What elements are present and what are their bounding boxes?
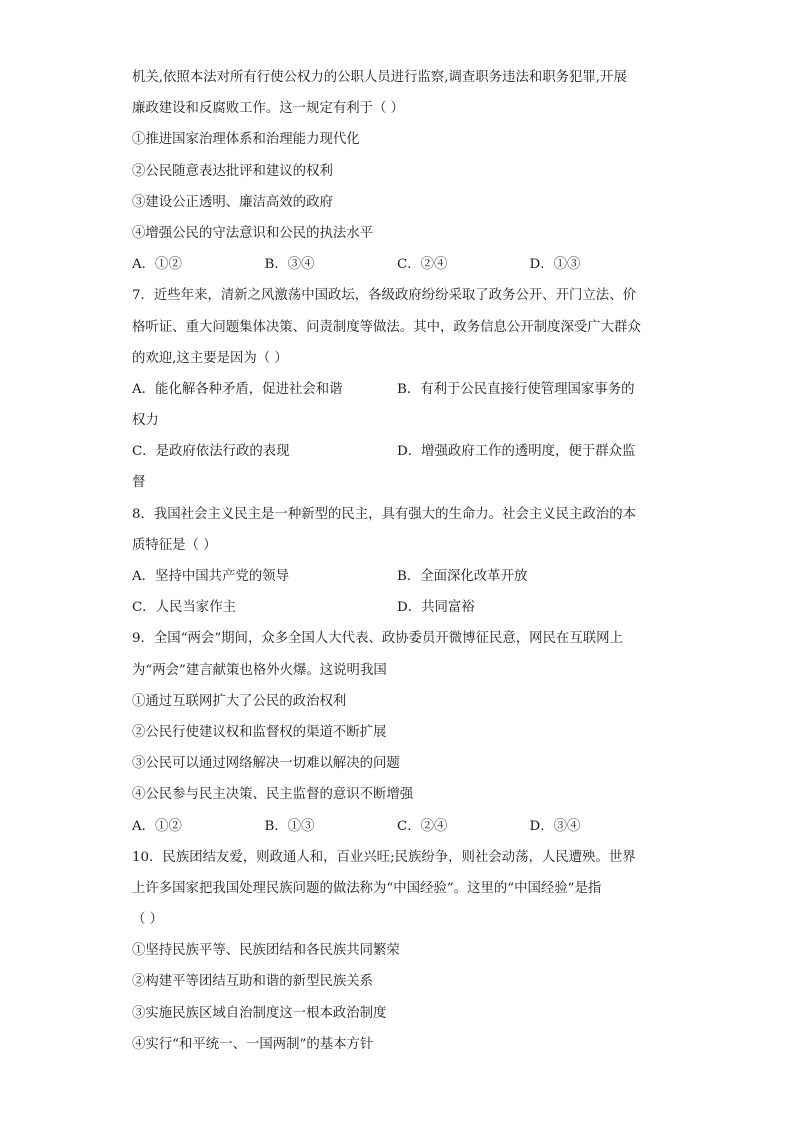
q8-option-a[interactable]: A．坚持中国共产党的领导 bbox=[132, 569, 289, 584]
q7-stem-line3: 的欢迎,这主要是因为（ ） bbox=[132, 350, 288, 366]
q6-stem-line2: 廉政建设和反腐败工作。这一规定有利于（ ） bbox=[132, 101, 405, 117]
q7-options-row2 bbox=[132, 436, 662, 467]
q8-options-row1 bbox=[132, 561, 662, 592]
q6-item-3: ③建设公正透明、廉洁高效的政府 bbox=[132, 194, 333, 210]
q8-stem-line2: 质特征是（ ） bbox=[132, 537, 217, 553]
q6-options bbox=[132, 249, 662, 280]
q8-option-c[interactable]: C．人民当家作主 bbox=[132, 600, 236, 616]
q10-stem-line3: （ ） bbox=[132, 912, 164, 928]
q10-item-1: ①坚持民族平等、民族团结和各民族共同繁荣 bbox=[132, 943, 400, 959]
q10-item-3: ③实施民族区域自治制度这一根本政治制度 bbox=[132, 1005, 387, 1021]
q6-option-a[interactable]: A．①② bbox=[132, 257, 182, 273]
q7-option-c[interactable]: C．是政府依法行政的表现 bbox=[132, 444, 290, 460]
q10-stem-line2: 上许多国家把我国处理民族问题的做法称为“中国经验”。这里的“中国经验”是指 bbox=[132, 880, 602, 896]
q9-stem-line1: 9．全国“两会”期间，众多全国人大代表、政协委员开微博征民意，网民在互联网上 bbox=[132, 631, 623, 647]
q10-item-2: ②构建平等团结互助和谐的新型民族关系 bbox=[132, 974, 374, 990]
q8-option-d[interactable]: D．共同富裕 bbox=[397, 600, 475, 616]
q9-options bbox=[132, 811, 662, 842]
q7-stem-line2: 格听证、重大问题集体决策、问责制度等做法。其中，政务信息公开制度深受广大群众 bbox=[132, 319, 641, 335]
q8-option-b[interactable]: B．全面深化改革开放 bbox=[397, 569, 528, 584]
q7-option-b-continued: 权力 bbox=[132, 413, 159, 429]
q6-option-d[interactable]: D．①③ bbox=[529, 257, 581, 273]
q7-stem-line1: 7．近些年来，清新之风激荡中国政坛，各级政府纷纷采取了政务公开、开门立法、价 bbox=[132, 288, 636, 304]
q6-option-c[interactable]: C．②④ bbox=[397, 257, 448, 273]
q7-option-d-continued: 督 bbox=[132, 475, 146, 491]
q9-option-d[interactable]: D．③④ bbox=[529, 818, 581, 834]
q9-item-1: ①通过互联网扩大了公民的政治权利 bbox=[132, 693, 347, 709]
exam-page bbox=[132, 62, 662, 1060]
q9-item-2: ②公民行使建议权和监督权的渠道不断扩展 bbox=[132, 724, 387, 740]
q8-options-row2 bbox=[132, 592, 662, 623]
q10-item-4: ④实行“和平统一、一国两制”的基本方针 bbox=[132, 1036, 374, 1052]
q7-option-a[interactable]: A．能化解各种矛盾，促进社会和谐 bbox=[132, 381, 343, 397]
q7-option-b[interactable]: B．有利于公民直接行使管理国家事务的 bbox=[397, 381, 635, 397]
q6-option-b[interactable]: B．③④ bbox=[264, 257, 315, 273]
q8-stem-line1: 8．我国社会主义民主是一种新型的民主，具有强大的生命力。社会主义民主政治的本 bbox=[132, 506, 636, 522]
q7-options-row1 bbox=[132, 374, 662, 405]
q6-item-2: ②公民随意表达批评和建议的权利 bbox=[132, 163, 333, 179]
q6-stem-line1: 机关,依照本法对所有行使公权力的公职人员进行监察,调查职务违法和职务犯罪,开展 bbox=[132, 70, 627, 85]
q9-stem-line2: 为“两会”建言献策也格外火爆。这说明我国 bbox=[132, 662, 387, 678]
q7-option-d[interactable]: D．增强政府工作的透明度，便于群众监 bbox=[397, 444, 636, 460]
q9-option-b[interactable]: B．①③ bbox=[264, 818, 315, 834]
q9-item-3: ③公民可以通过网络解决一切难以解决的问题 bbox=[132, 756, 400, 772]
q9-option-c[interactable]: C．②④ bbox=[397, 818, 448, 834]
q9-item-4: ④公民参与民主决策、民主监督的意识不断增强 bbox=[132, 787, 414, 803]
q6-item-1: ①推进国家治理体系和治理能力现代化 bbox=[132, 132, 360, 148]
q6-item-4: ④增强公民的守法意识和公民的执法水平 bbox=[132, 225, 374, 241]
q9-option-a[interactable]: A．①② bbox=[132, 818, 182, 834]
q10-stem-line1: 10．民族团结友爱，则政通人和，百业兴旺;民族纷争，则社会动荡，人民遭殃。世界 bbox=[132, 849, 636, 865]
